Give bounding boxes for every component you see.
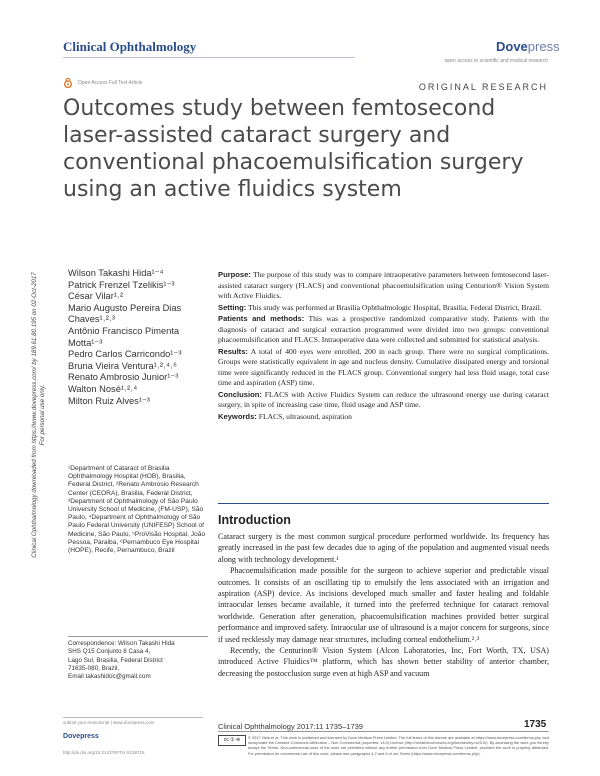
section-heading-introduction: Introduction <box>218 513 291 527</box>
correspondence-line: 71635-080, Brazil, <box>68 664 120 672</box>
author: Antônio Francisco Pimenta <box>68 325 180 336</box>
download-line: Clinical Ophthalmology downloaded from https://www.dovepress.com/ by 189.61.80.195 on 02-Oct-2017 <box>31 272 38 558</box>
results-text: A total of 400 eyes were enrolled, 200 in each group. There were no surgical complications. Groups were statistically equivalent in age and nucleus density. Cumulative dissipated energy and torsional time were significantly reduced in the FLACS group. Conventional surgery had less fluid usage, total case time and aspiration (ASP) time. <box>218 346 549 387</box>
correspondence-line: Lago Sul, Brasilia, Federal District <box>68 656 163 664</box>
abstract-purpose <box>218 270 549 302</box>
author: César Vilar¹˒² <box>68 291 124 302</box>
purpose-label: Purpose: <box>218 270 251 279</box>
results-label: Results: <box>218 346 248 356</box>
footer-dovepress-logo: Dovepress <box>63 733 99 740</box>
author: Chaves¹˒²˒³ <box>68 314 116 325</box>
footer-rule-left <box>63 717 203 718</box>
author: Motta¹⁻³ <box>68 337 103 348</box>
author: Wilson Takashi Hida¹⁻⁴ <box>68 268 164 278</box>
download-watermark <box>24 165 54 665</box>
conclusion-label: Conclusion: <box>218 389 262 399</box>
page-number: 1735 <box>524 719 547 730</box>
open-access-label: Open Access Full Text Article <box>78 80 143 86</box>
abstract-patients <box>218 314 549 346</box>
doi-link[interactable]: http://dx.doi.org/10.2147/OPTH.S138716 <box>63 750 145 755</box>
citation: Clinical Ophthalmology 2017:11 1735–1739 <box>218 722 363 731</box>
purpose-text: The purpose of this study was to compare intraoperative parameters between femtosecond laser-assisted cataract surgery (FLACS) and conventional phacoemulsification using Centurion® Vision System with Active Fluidics. <box>218 270 549 300</box>
affiliations: ¹Department of Cataract of Brasilia Ophthalmology Hospital (HOB), Brasilia, Federal District, ²Renato Ambrosio Research Center (CEORA), Brasilia, Federal District, ³Department of Ophthalmology of São Paulo University School of Medicine, (FM-USP), São Paulo, ⁴Department of Ophthalmology of São Paulo Federal University (UNIFESP) School of Medicine, São Paulo, ⁵ProVisão Hospital, João Pessoa, Paraiba, ⁶Pernambuco Eye Hospital (HOPE), Recife, Pernambuco, Brazil <box>68 465 206 555</box>
author: Mario Augusto Pereira Dias <box>68 302 182 313</box>
author-list <box>68 268 208 407</box>
patients-label: Patients and methods: <box>218 314 305 323</box>
abstract-setting <box>218 303 549 314</box>
abstract <box>218 270 549 423</box>
journal-name: Clinical Ophthalmology <box>63 39 197 54</box>
abstract-keywords <box>218 412 549 423</box>
header-rule <box>63 57 355 58</box>
publisher-tagline: open access to scientific and medical research <box>444 58 548 64</box>
creative-commons-icon: cc ① ⊜ <box>218 735 246 746</box>
footer-rule-right <box>218 731 549 732</box>
license-text: © 2017 Hida et al. This work is published and licensed by Dove Medical Press Limited. The full terms of this license are available at https://www.dovepress.com/terms.php and incorporate the Creative Commons Attribution – Non Commercial (unported, v3.0) License (http://creativecommons.org/licenses/by-nc/3.0/). By accessing the work you hereby accept the Terms. Non-commercial uses of the work are permitted without any further permission from Dove Medical Press Limited, provided the work is properly attributed. For permission for commercial use of this work, please see paragraphs 4.2 and 5 of our Terms (https://www.dovepress.com/terms.php). <box>248 735 549 756</box>
conclusion-text: FLACS with Active Fluidics System can reduce the ultrasound energy use during cataract surgery, in spite of increasing case time, fluid usage and ASP time. <box>218 389 549 409</box>
correspondence-line: SHS Q15 Conjunto 8 Casa 4, <box>68 648 151 656</box>
personal-use-line: For personal use only. <box>39 384 46 446</box>
author: Renato Ambrosio Junior¹⁻³ <box>68 372 179 383</box>
publisher-logo <box>496 39 560 54</box>
keywords-label: Keywords: <box>218 411 257 421</box>
patients-text: This was a prospective randomized comparative study. Patients with the diagnosis of cataract and surgical extraction programmed were divided into two groups: conventional phacoemulsification and FLACS. Intraoperative data were collected and submitted for statistical analysis. <box>218 314 550 344</box>
author: Bruna Vieira Ventura¹˒²˒⁴˒⁶ <box>68 360 177 371</box>
publisher-logo-dove: Dove <box>496 39 528 54</box>
article-type: ORIGINAL RESEARCH <box>418 82 548 92</box>
correspondence-line: Correspondence: Wilson Takashi Hida <box>68 640 175 647</box>
correspondence <box>68 640 208 681</box>
open-access-icon <box>63 78 73 88</box>
author: Pedro Carlos Carricondo¹⁻³ <box>68 349 182 360</box>
article-title: Outcomes study between femtosecond laser-assisted cataract surgery and conventional phacoemulsification surgery using an active fluidics system <box>63 96 524 202</box>
author: Walton Nosé¹˒²˒⁴ <box>68 383 138 394</box>
author: Milton Ruiz Alves¹⁻³ <box>68 395 150 406</box>
paragraph: Cataract surgery is the most common surgical procedure performed worldwide. Its frequency has greatly increased in the past few decades due to aging of the population and augmented visual needs along with technology development.¹ <box>218 532 549 564</box>
correspondence-rule <box>68 636 208 637</box>
submit-link[interactable]: submit your manuscript | www.dovepress.com <box>63 720 155 725</box>
keywords-text: FLACS, ultrasound, aspiration <box>258 411 352 421</box>
setting-label: Setting: <box>218 302 247 312</box>
abstract-results <box>218 347 549 389</box>
author: Patrick Frenzel Tzelikis¹⁻³ <box>68 279 175 290</box>
paragraph: Recently, the Centurion® Vision System (Alcon Laboratories, Inc, Fort Worth, TX, USA) introduced Active Fluidics™ platform, which has shown better stability of anterior chamber, decreasing the postocclusion surge even at high ASP and vacuum <box>218 646 549 678</box>
introduction-body <box>218 531 549 679</box>
correspondence-email[interactable]: Email takashidoc@gmail.com <box>68 673 151 681</box>
paragraph: Phacoemulsification made possible for the surgeon to achieve superior and predictable visual outcomes. It consists of an oscillating tip to emulsify the lens associated with an irrigation and aspiration (ASP) device. As incisions developed much smaller and faster healing and foldable intraocular lenses became available, it turned into the preferred technique for cataract removal worldwide. Generation after generation, phacoemulsification machines provided better surgical performance and improved safety. Intraocular use of ultrasound is a major concern for surgeons, since if used recklessly may damage near structures, including corneal endothelium.²˒³ <box>218 566 549 644</box>
abstract-conclusion <box>218 390 549 411</box>
setting-text: This study was performed at Brasilia Ophthalmologic Hospital, Brasilia, Federal District, Brazil. <box>248 302 542 312</box>
abstract-rule <box>218 503 549 504</box>
publisher-logo-press: press <box>527 39 560 54</box>
download-watermark-text <box>31 272 47 557</box>
